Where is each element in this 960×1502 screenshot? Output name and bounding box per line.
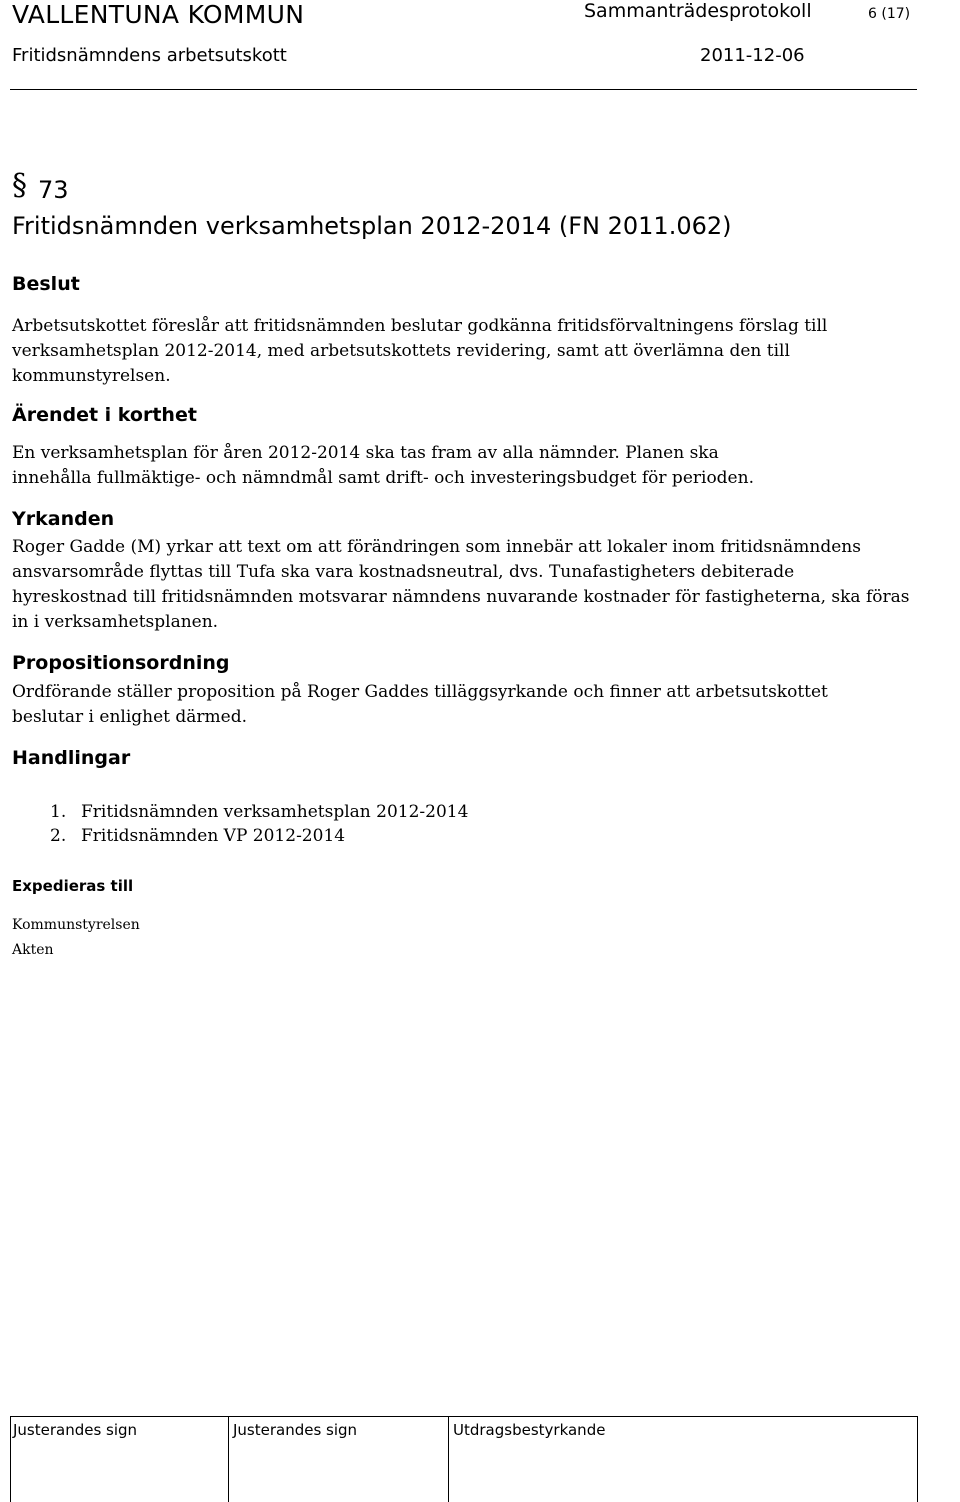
header-divider [10,89,917,90]
meeting-date: 2011-12-06 [700,45,805,66]
signature-box-2 [228,1416,229,1502]
list-item [50,800,468,824]
organization-name: VALLENTUNA KOMMUN [12,0,305,29]
excerpt-box [448,1416,449,1502]
paragraph-number: 73 [38,176,69,204]
paragraph-title: Fritidsnämnden verksamhetsplan 2012-2014 (FN 2011.062) [12,212,732,240]
list-item-text: Fritidsnämnden verksamhetsplan 2012-2014 [81,802,469,822]
heading-beslut: Beslut [12,273,80,295]
footer-right-edge [917,1416,918,1502]
heading-expedieras: Expedieras till [12,877,134,895]
text-propositionsordning: Ordförande ställer proposition på Roger Gaddes tilläggsyrkande och finner att arbetsutskottet beslutar i enlighet därmed. [12,682,828,727]
signature-box-1 [10,1416,11,1502]
document-type: Sammanträdesprotokoll [584,0,812,22]
heading-propositionsordning: Propositionsordning [12,652,230,674]
signature-label-2: Justerandes sign [233,1421,358,1439]
committee-name: Fritidsnämndens arbetsutskott [12,45,287,66]
list-item [50,824,468,848]
footer-divider [10,1416,917,1417]
text-yrkanden: Roger Gadde (M) yrkar att text om att förändringen som innebär att lokaler inom fritidsnämndens ansvarsområde flyttas till Tufa ska vara kostnadsneutral, dvs. Tunafastigheters debiterade hyreskostnad till fritidsnämnden motsvarar nämndens nuvarande kostnader för fastigheterna, ska föras in i verksamhetsplanen. [12,537,910,632]
excerpt-label: Utdragsbestyrkande [453,1421,606,1439]
text-arendet: En verksamhetsplan för åren 2012-2014 ska tas fram av alla nämnder. Planen ska innehålla fullmäktige- och nämndmål samt drift- och investeringsbudget för perioden. [12,443,754,488]
list-item-number: 1. [50,802,67,822]
list-item-number: 2. [50,826,67,846]
page-number: 6 (17) [868,6,911,22]
paragraph-sign: § [12,168,27,203]
text-beslut: Arbetsutskottet föreslår att fritidsnämnden beslutar godkänna fritidsförvaltningens förslag till verksamhetsplan 2012-2014, med arbetsutskottets revidering, samt att överlämna den till kommunstyrelsen. [12,316,828,386]
heading-handlingar: Handlingar [12,747,131,769]
heading-yrkanden: Yrkanden [12,508,115,530]
recipient-item: Akten [12,942,54,958]
list-item-text: Fritidsnämnden VP 2012-2014 [81,826,346,846]
heading-arendet: Ärendet i korthet [12,404,197,426]
handlingar-list [50,800,468,848]
recipient-item: Kommunstyrelsen [12,917,140,933]
signature-label-1: Justerandes sign [13,1421,138,1439]
